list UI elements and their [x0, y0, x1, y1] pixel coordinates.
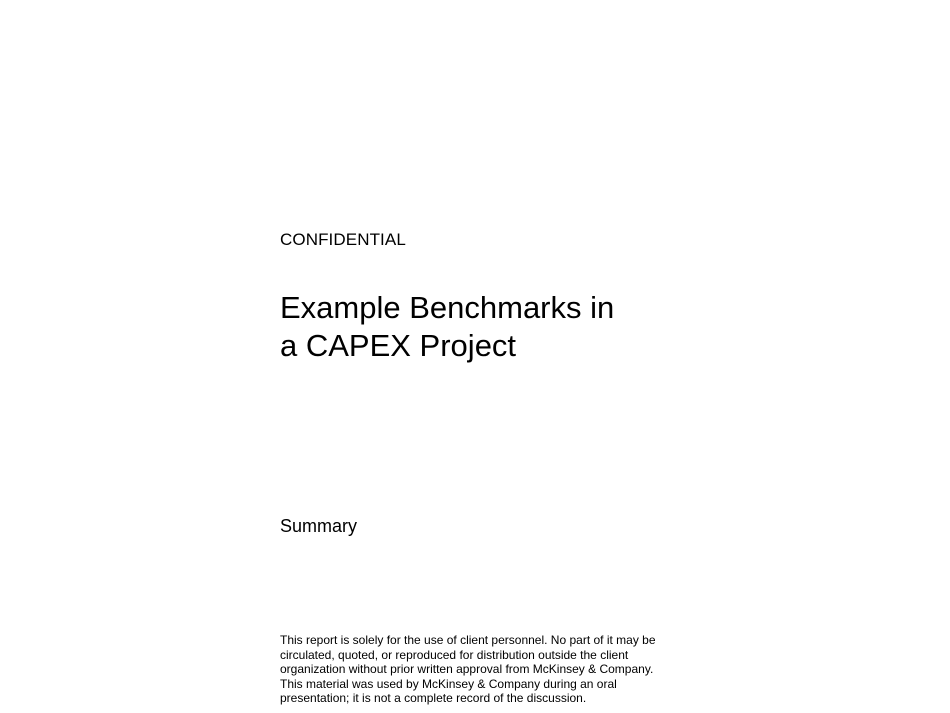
title-line: a CAPEX Project	[280, 328, 517, 363]
document-subtitle: Summary	[280, 516, 358, 536]
disclaimer-line: This report is solely for the use of client personnel. No part of it may be	[280, 633, 656, 647]
confidential-label: CONFIDENTIAL	[280, 230, 406, 249]
document-title	[280, 289, 700, 365]
disclaimer-line: organization without prior written approval from McKinsey & Company.	[280, 662, 654, 677]
disclaimer-text	[280, 633, 700, 706]
disclaimer-line: presentation; it is not a complete record of the discussion.	[280, 691, 587, 706]
title-line: Example Benchmarks in	[280, 290, 615, 325]
disclaimer-line: This material was used by McKinsey & Company during an oral	[280, 676, 617, 691]
disclaimer-line: circulated, quoted, or reproduced for distribution outside the client	[280, 647, 629, 662]
